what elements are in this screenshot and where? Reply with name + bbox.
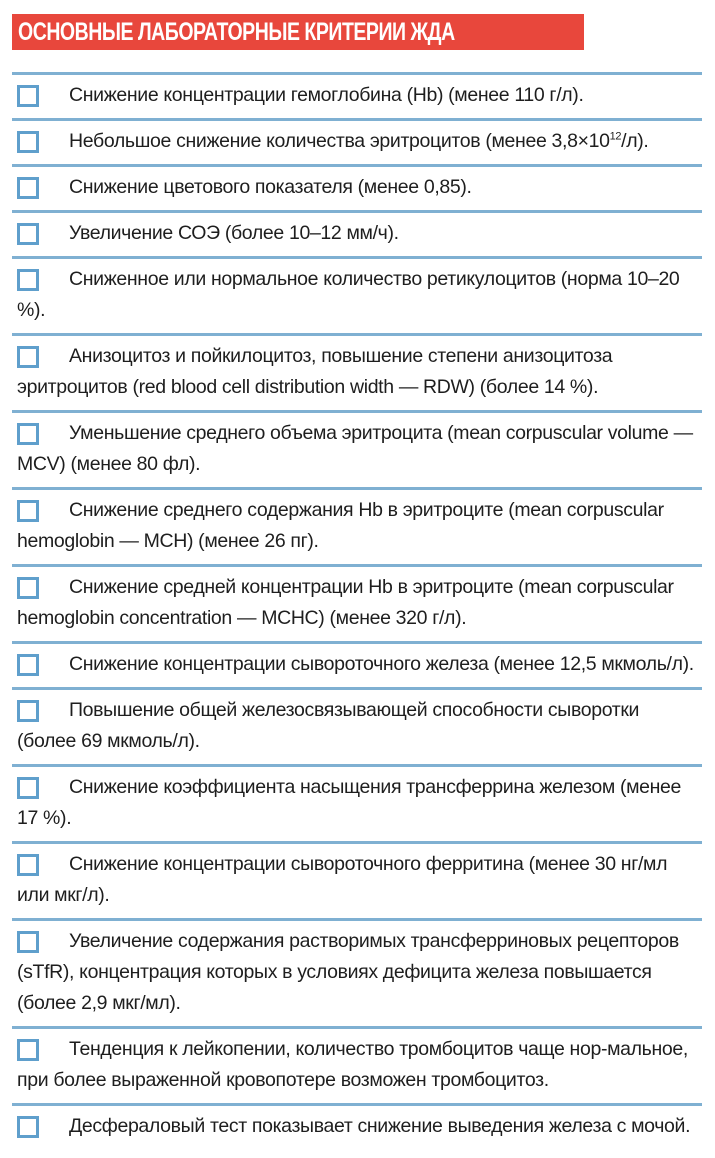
exponent: 12: [609, 130, 622, 143]
text-main: Небольшое снижение количества эритроцитов (менее 3,8×10: [69, 130, 610, 152]
checklist-item-text: Снижение средней концентрации Hb в эритроците (mean corpuscular hemoglobin concentration — MCHC) (менее 320 г/л).: [17, 576, 674, 629]
checkbox-icon[interactable]: [17, 1116, 39, 1138]
checklist-item-text: Снижение концентрации сывороточного ферритина (менее 30 нг/мл или мкг/л).: [17, 853, 668, 906]
checklist-item: [12, 72, 702, 118]
checklist-item: [12, 210, 702, 256]
checklist-item-text: Тенденция к лейкопении, количество тромбоцитов чаще нор-мальное, при более выраженной кровопотере возможен тромбоцитоз.: [17, 1038, 688, 1091]
checkbox-icon[interactable]: [17, 700, 39, 722]
checklist-item-text: Анизоцитоз и пойкилоцитоз, повышение степени анизоцитоза эритроцитов (red blood cell distribution width — RDW) (более 14 %).: [17, 345, 613, 398]
checkbox-icon[interactable]: [17, 177, 39, 199]
checklist-item: [12, 564, 702, 641]
checkbox-icon[interactable]: [17, 346, 39, 368]
checklist-item-text: Уменьшение среднего объема эритроцита (mean corpuscular volume — MCV) (менее 80 фл).: [17, 422, 693, 475]
checklist-item: [12, 687, 702, 764]
checkbox-icon[interactable]: [17, 269, 39, 291]
checklist-item: [12, 410, 702, 487]
checklist-item: [12, 764, 702, 841]
checklist-item: [12, 256, 702, 333]
checkbox-icon[interactable]: [17, 577, 39, 599]
checklist-item-text: [17, 126, 702, 157]
checklist-item-text: Десфераловый тест показывает снижение выведения железа с мочой.: [69, 1115, 691, 1137]
checklist-item-text: Снижение коэффициента насыщения трансферрина железом (менее 17 %).: [17, 776, 682, 829]
checkbox-icon[interactable]: [17, 131, 39, 153]
checkbox-icon[interactable]: [17, 777, 39, 799]
checklist-item: [12, 1026, 702, 1103]
title-banner: [12, 14, 584, 50]
checkbox-icon[interactable]: [17, 854, 39, 876]
checklist-item: [12, 164, 702, 210]
checklist-item-text: Увеличение СОЭ (более 10–12 мм/ч).: [69, 222, 399, 244]
checklist-item: [12, 1103, 702, 1149]
checklist-item: [12, 487, 702, 564]
checklist-item-text: Снижение концентрации сывороточного железа (менее 12,5 мкмоль/л).: [69, 653, 694, 675]
checkbox-icon[interactable]: [17, 1039, 39, 1061]
checklist-item-text: Снижение цветового показателя (менее 0,85).: [69, 176, 472, 198]
checkbox-icon[interactable]: [17, 85, 39, 107]
checkbox-icon[interactable]: [17, 654, 39, 676]
checkbox-icon[interactable]: [17, 500, 39, 522]
criteria-checklist: [12, 72, 702, 1149]
checkbox-icon[interactable]: [17, 931, 39, 953]
checkbox-icon[interactable]: [17, 423, 39, 445]
checkbox-icon[interactable]: [17, 223, 39, 245]
page-title: ОСНОВНЫЕ ЛАБОРАТОРНЫЕ КРИТЕРИИ ЖДА: [18, 17, 455, 46]
checklist-item: [12, 841, 702, 918]
checklist-item: [12, 333, 702, 410]
checklist-item: [12, 118, 702, 164]
checklist-item-text: Снижение среднего содержания Hb в эритроците (mean corpuscular hemoglobin — MCH) (менее 26 пг).: [17, 499, 664, 552]
checklist-item-text: Снижение концентрации гемоглобина (Hb) (менее 110 г/л).: [69, 84, 584, 106]
checklist-item: [12, 641, 702, 687]
checklist-item-text: Увеличение содержания растворимых трансферриновых рецепторов (sTfR), концентрация которых в условиях дефицита железа повышается (более 2,9 мкг/мл).: [17, 930, 679, 1014]
text-tail: /л).: [621, 130, 649, 152]
checklist-item-text: Повышение общей железосвязывающей способности сыворотки (более 69 мкмоль/л).: [17, 699, 640, 752]
checklist-item-text: Сниженное или нормальное количество ретикулоцитов (норма 10–20 %).: [17, 268, 680, 321]
checklist-item: [12, 918, 702, 1026]
